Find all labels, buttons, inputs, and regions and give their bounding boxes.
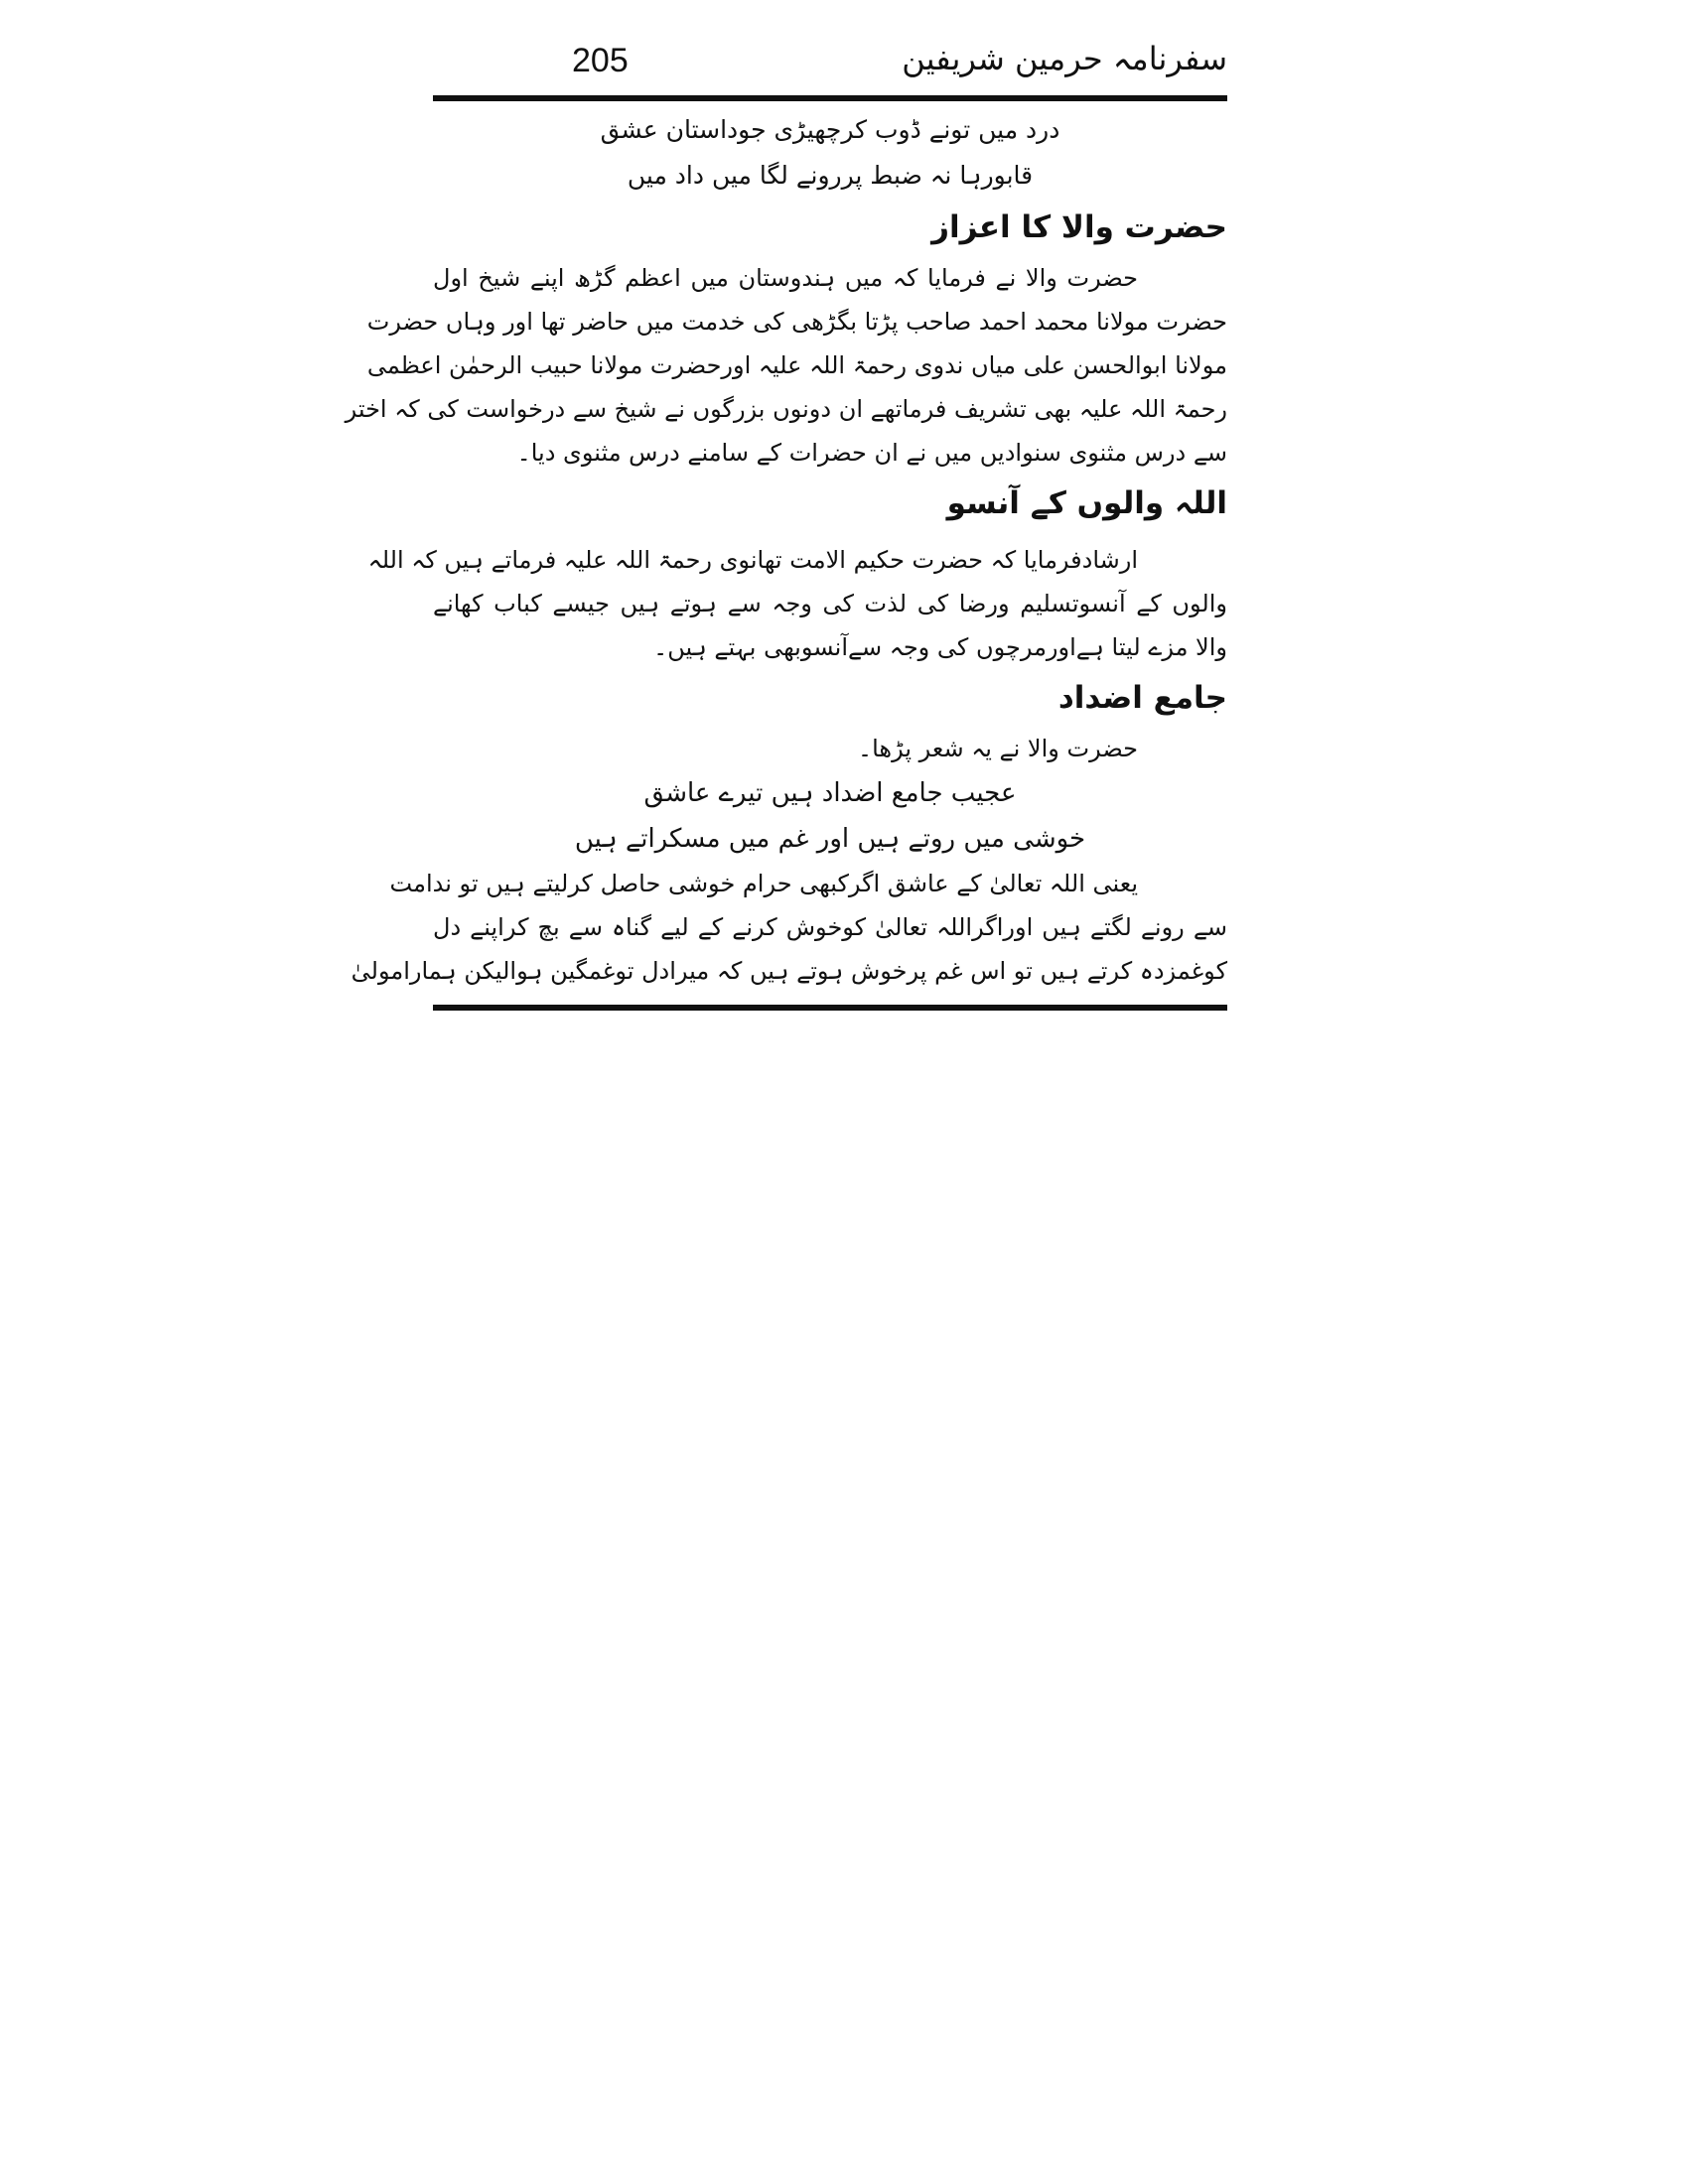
page-header (433, 40, 1227, 87)
paragraph-line: یعنی اللہ تعالیٰ کے عاشق اگرکبھی حرام خوشی حاصل کرلیتے ہیں تو ندامت (389, 870, 1138, 897)
couplet-line: درد میں تونے ڈوب کرچھیڑی جوداستان عشق (600, 115, 1060, 144)
paragraph-line: حضرت مولانا محمد احمد صاحب پڑتا بگڑھی کی خدمت میں حاضر تھا اور وہاں حضرت (366, 308, 1227, 336)
paragraph-line: والوں کے آنسوتسلیم ورضا کی لذت کی وجہ سے ہوتے ہیں جیسے کباب کھانے (433, 590, 1227, 617)
paragraph-line: والا مزے لیتا ہےاورمرچوں کی وجہ سےآنسوبھی بہتے ہیں۔ (653, 633, 1227, 661)
book-title: سفرنامہ حرمین شریفین (902, 40, 1227, 77)
paragraph-line: سے رونے لگتے ہیں اوراگراللہ تعالیٰ کوخوش کرنے کے لیے گناہ سے بچ کراپنے دل (433, 913, 1227, 941)
couplet-line: قابورہا نہ ضبط پررونے لگا میں داد میں (627, 161, 1034, 190)
verse-line: عجیب جامع اضداد ہیں تیرے عاشق (643, 778, 1017, 808)
section-tears (367, 475, 1227, 669)
book-page (345, 40, 1227, 1011)
footer-rule (433, 1005, 1227, 1011)
paragraph-line: مولانا ابوالحسن علی میاں ندوی رحمۃ اللہ علیہ اورحضرت مولانا حبیب الرحمٰن اعظمی (366, 351, 1227, 379)
section-heading: جامع اضداد (1057, 680, 1227, 716)
opening-couplet (433, 107, 1227, 199)
paragraph-line: سے درس مثنوی سنوادیں میں نے ان حضرات کے سامنے درس مثنوی دیا۔ (516, 439, 1227, 467)
section-honor (345, 199, 1227, 475)
verse-line: خوشی میں روتے ہیں اور غم میں مسکراتے ہیں (574, 824, 1086, 854)
section-opposites (351, 669, 1227, 993)
paragraph-line: کوغمزدہ کرتے ہیں تو اس غم پرخوش ہوتے ہیں کہ میرادل توغمگین ہوالیکن ہمارامولیٰ (351, 957, 1227, 985)
section-heading: حضرت والا کا اعزاز (931, 209, 1227, 245)
section-heading: اللہ والوں کے آنسو (946, 485, 1227, 521)
paragraph-line: حضرت والا نے فرمایا کہ میں ہندوستان میں اعظم گڑھ اپنے شیخ اول (433, 264, 1138, 292)
page-number: 205 (572, 42, 629, 79)
paragraph-line: رحمۃ اللہ علیہ بھی تشریف فرماتھے ان دونوں بزرگوں نے شیخ سے درخواست کی کہ اختر (345, 395, 1227, 423)
paragraph-line: ارشادفرمایا کہ حضرت حکیم الامت تھانوی رحمۃ اللہ علیہ فرماتے ہیں کہ اللہ (367, 546, 1138, 574)
verse-intro: حضرت والا نے یہ شعر پڑھا۔ (858, 735, 1138, 762)
